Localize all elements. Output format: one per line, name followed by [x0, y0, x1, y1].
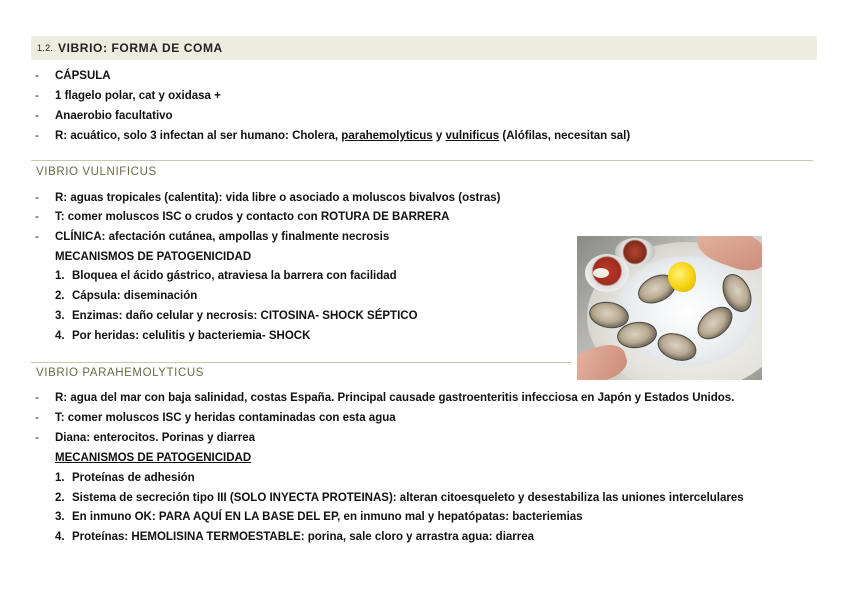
anaerobio-item: Anaerobio facultativo	[55, 110, 173, 122]
vulnificus-mecanismo-4: Por heridas: celulitis y bacteriemia- SHOCK	[72, 330, 311, 342]
oysters-photo	[577, 236, 762, 380]
vulnificus-mecanismo-1: Bloquea el ácido gástrico, atraviesa la barrera con facilidad	[72, 270, 397, 282]
reservoir-and: y	[432, 130, 446, 142]
parahemolyticus-mecanismo-1: Proteínas de adhesión	[72, 472, 195, 484]
reservoir-item	[55, 129, 630, 143]
list-number: 3.	[55, 511, 65, 523]
list-number: 3.	[55, 310, 65, 322]
mecanismo-3-emphasis: CITOSINA- SHOCK SÉPTICO	[260, 310, 418, 322]
list-number: 1.	[55, 270, 65, 282]
mecanismo-3-prefix: Enzimas: daño celular y necrosis:	[72, 310, 261, 322]
bullet-dash: -	[35, 192, 39, 204]
flagelo-item: 1 flagelo polar, cat y oxidasa +	[55, 90, 221, 102]
bullet-dash: -	[35, 231, 39, 243]
bullet-dash: -	[35, 130, 39, 142]
section-number: 1.2.	[37, 43, 54, 53]
vulnificus-reservoir: R: aguas tropicales (calentita): vida libre o asociado a moluscos bivalvos (ostras)	[55, 192, 501, 204]
parahemolyticus-mecanismos-title: MECANISMOS DE PATOGENICIDAD	[55, 452, 252, 464]
list-number: 2.	[55, 290, 65, 302]
list-number: 1.	[55, 472, 65, 484]
parahemolyticus-reservoir: R: agua del mar con baja salinidad, costas España. Principal causade gastroenteritis infecciosa en Japón y Estados Unidos.	[55, 392, 735, 404]
vulnificus-transmission: T: comer moluscos ISC o crudos y contacto con ROTURA DE BARRERA	[55, 211, 450, 223]
vulnificus-link: vulnificus	[445, 130, 500, 142]
parahemolyticus-link: parahemolyticus	[341, 130, 433, 142]
bullet-dash: -	[35, 211, 39, 223]
list-number: 4.	[55, 531, 65, 543]
vulnificus-heading: VIBRIO VULNIFICUS	[36, 166, 157, 178]
bullet-dash: -	[35, 90, 39, 102]
bullet-dash: -	[35, 110, 39, 122]
parahemolyticus-mecanismo-2: Sistema de secreción tipo III (SOLO INYECTA PROTEINAS): alteran citoesqueleto y desestabiliza las uniones intercelulares	[72, 492, 744, 504]
section-title: VIBRIO: FORMA DE COMA	[58, 41, 223, 55]
section-header	[31, 36, 817, 60]
divider	[31, 362, 571, 363]
list-number: 4.	[55, 330, 65, 342]
parahemolyticus-diana: Diana: enterocitos. Porinas y diarrea	[55, 432, 256, 444]
bullet-dash: -	[35, 412, 39, 424]
divider	[31, 160, 813, 161]
bullet-dash: -	[35, 392, 39, 404]
parahemolyticus-mecanismo-4: Proteínas: HEMOLISINA TERMOESTABLE: porina, sale cloro y arrastra agua: diarrea	[72, 531, 535, 543]
vulnificus-clinica: CLÍNICA: afectación cutánea, ampollas y finalmente necrosis	[55, 231, 390, 243]
vulnificus-mecanismo-2: Cápsula: diseminación	[72, 290, 198, 302]
vulnificus-mecanismo-3	[72, 309, 418, 323]
bullet-dash: -	[35, 432, 39, 444]
parahemolyticus-transmission: T: comer moluscos ISC y heridas contaminadas con esta agua	[55, 412, 396, 424]
reservoir-prefix: R: acuático, solo 3 infectan al ser humano: Cholera,	[55, 130, 342, 142]
parahemolyticus-mecanismo-3: En inmuno OK: PARA AQUÍ EN LA BASE DEL EP, en inmuno mal y hepatópatas: bacteriemias	[72, 511, 583, 523]
vulnificus-mecanismos-title: MECANISMOS DE PATOGENICIDAD	[55, 251, 252, 263]
parahemolyticus-heading: VIBRIO PARAHEMOLYTICUS	[36, 367, 205, 379]
capsula-item: CÁPSULA	[55, 70, 111, 82]
lemon-shape	[668, 262, 696, 292]
list-number: 2.	[55, 492, 65, 504]
reservoir-suffix: (Alófilas, necesitan sal)	[499, 130, 631, 142]
bullet-dash: -	[35, 70, 39, 82]
onion-shape	[593, 268, 609, 278]
